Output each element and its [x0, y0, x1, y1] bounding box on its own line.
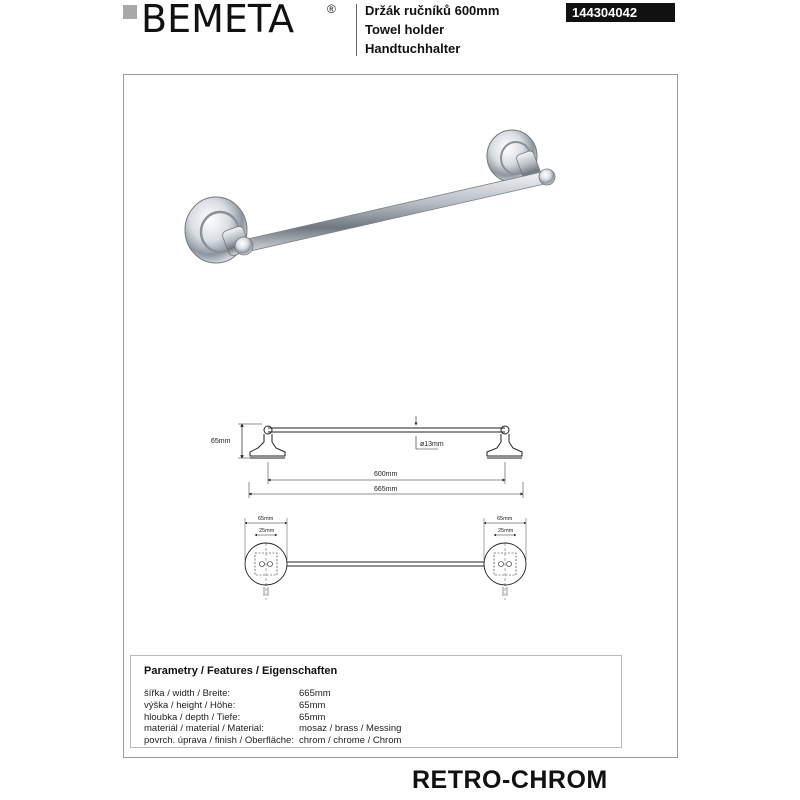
spec-width-value: 665mm: [299, 688, 331, 699]
title-english: Towel holder: [365, 22, 445, 37]
bar-end-knob-right: [539, 169, 555, 185]
total-width-dimension-label: 665mm: [374, 486, 398, 493]
left-rosette-inner-label: 25mm: [259, 528, 275, 534]
diameter-dimension-label: ø13mm: [420, 441, 444, 448]
series-name: RETRO-CHROM: [412, 766, 608, 794]
spec-height-label: výška / height / Höhe:: [144, 700, 236, 711]
spec-finish-label: povrch. úprava / finish / Oberfläche:: [144, 735, 294, 746]
spec-material-value: mosaz / brass / Messing: [299, 723, 402, 734]
spec-finish-value: chrom / chrome / Chrom: [299, 735, 402, 746]
left-rosette-outer-label: 65mm: [258, 516, 274, 522]
registered-mark: ®: [327, 2, 336, 16]
right-rosette-outer-label: 65mm: [497, 516, 513, 522]
top-view-drawing: [245, 518, 526, 600]
spec-material-label: materiál / material / Material:: [144, 723, 264, 734]
bar-end-knob-left: [235, 237, 253, 255]
towel-bar: [243, 171, 549, 252]
spec-depth-value: 65mm: [299, 712, 326, 723]
product-code-badge: 144304042: [566, 3, 675, 22]
title-german: Handtuchhalter: [365, 41, 461, 56]
spec-width-label: šířka / width / Breite:: [144, 688, 231, 699]
brand-logo: BEMETA: [141, 0, 295, 41]
spec-depth-label: hloubka / depth / Tiefe:: [144, 712, 241, 723]
height-dimension-label: 65mm: [211, 438, 231, 445]
right-rosette-inner-label: 25mm: [498, 528, 514, 534]
product-photo: [185, 130, 555, 263]
title-czech: Držák ručníků 600mm: [365, 3, 500, 18]
features-title: Parametry / Features / Eigenschaften: [144, 665, 338, 677]
spec-height-value: 65mm: [299, 700, 326, 711]
inner-width-dimension-label: 600mm: [374, 471, 398, 478]
